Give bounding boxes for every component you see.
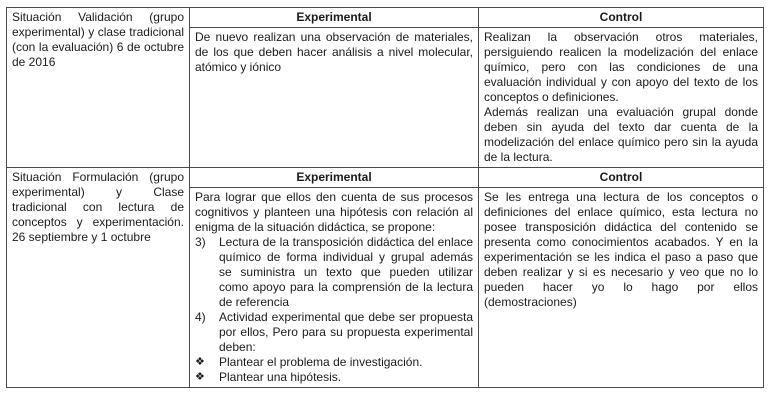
experimental-cell bbox=[190, 28, 479, 168]
list-item-text: Lectura de la transposición didáctica del enlace químico de forma individual y grupal además se suministra un texto que pueden utilizar como apoyo para la comprensión de la lectura de referencia bbox=[219, 235, 473, 309]
list-item bbox=[195, 355, 473, 370]
situation-formulation-cell bbox=[7, 168, 190, 388]
bullet-text: Plantear el problema de investigación. bbox=[219, 355, 423, 369]
list-item bbox=[195, 235, 473, 310]
table-header-row bbox=[7, 168, 764, 188]
list-item bbox=[195, 310, 473, 355]
header-experimental: Experimental bbox=[190, 8, 479, 28]
header-experimental: Experimental bbox=[190, 168, 479, 188]
control-validation-text-1: Realizan la observación otros materiales, persiguiendo realicen la modelización del enlace químico, pero con las condiciones de una evaluación individual y con apoyo del texto de los conceptos o definiciones. bbox=[484, 30, 758, 104]
list-item-text: Actividad experimental que debe ser propuesta por ellos, Pero para su propuesta experimental deben: bbox=[219, 310, 473, 354]
list-item bbox=[195, 370, 473, 385]
diamond-bullet-icon: ❖ bbox=[195, 356, 205, 368]
control-formulation-text: Se les entrega una lectura de los conceptos o definiciones del enlace químico, esta lectura no posee transposición didáctica del contenido se presenta como conocimientos acabados. Y en la experimentación se les indica el paso a paso que deben realizar y si es necesario y veo que no lo pueden hacer yo lo hago por ellos (demostraciones) bbox=[484, 190, 758, 309]
control-validation-text-2: Además realizan una evaluación grupal donde deben sin ayuda del texto dar cuenta de la modelización del enlace químico pero sin la ayuda de la lectura. bbox=[484, 105, 758, 164]
experimental-validation-text: De nuevo realizan una observación de materiales, de los que deben hacer análisis a nivel molecular, atómico y iónico bbox=[195, 30, 473, 74]
comparison-table bbox=[6, 7, 764, 388]
experimental-cell bbox=[190, 188, 479, 388]
control-cell bbox=[479, 28, 764, 168]
experimental-intro-text: Para lograr que ellos den cuenta de sus procesos cognitivos y planteen una hipótesis con relación al enigma de la situación didáctica, se propone: bbox=[195, 190, 473, 234]
header-empty-cell bbox=[7, 8, 190, 168]
list-number: 3) bbox=[195, 235, 206, 249]
header-control: Control bbox=[479, 168, 764, 188]
situation-formulation-text: Situación Formulación (grupo experimental) y Clase tradicional con lectura de conceptos y experimentación. 26 septiembre y 1 octubre bbox=[12, 170, 184, 244]
header-control: Control bbox=[479, 8, 764, 28]
control-cell bbox=[479, 188, 764, 388]
situation-validation-text: Situación Validación (grupo experimental) y clase tradicional (con la evaluación) 6 de octubre de 2016 bbox=[12, 10, 184, 69]
list-number: 4) bbox=[195, 310, 206, 324]
bullet-text: Plantear una hipótesis. bbox=[219, 370, 342, 384]
diamond-bullet-icon: ❖ bbox=[195, 371, 205, 383]
table-header-row bbox=[7, 8, 764, 28]
